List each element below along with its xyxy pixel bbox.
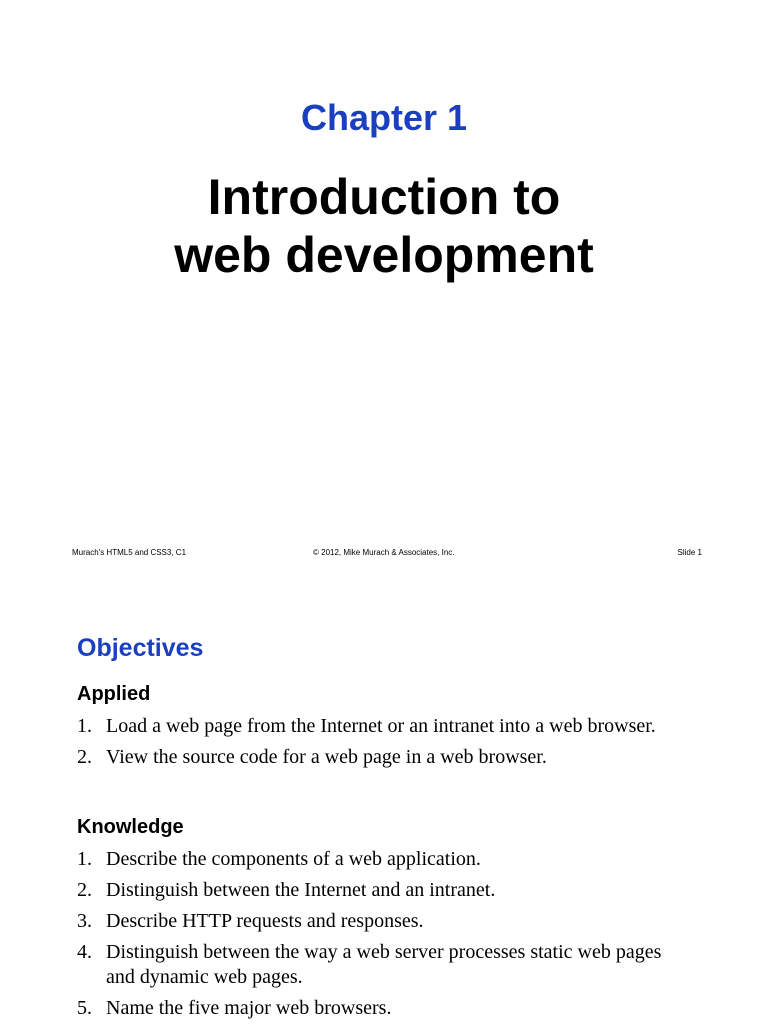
knowledge-list xyxy=(77,847,677,1027)
list-item xyxy=(77,909,677,934)
slide-footer xyxy=(72,548,702,560)
footer-copyright: © 2012, Mike Murach & Associates, Inc. xyxy=(313,548,455,557)
title-line-1: Introduction to xyxy=(207,169,561,225)
item-text: Distinguish between the way a web server processes static web pages and dynamic web pages. xyxy=(106,941,662,988)
list-item xyxy=(77,996,677,1021)
applied-list xyxy=(77,714,677,776)
list-item xyxy=(77,714,677,739)
item-text: Name the five major web browsers. xyxy=(106,997,392,1019)
applied-heading: Applied xyxy=(77,683,151,705)
list-item xyxy=(77,745,677,770)
objectives-slide xyxy=(0,576,768,1024)
item-number: 4. xyxy=(77,941,92,963)
title-line-2: web development xyxy=(174,227,594,283)
footer-course: Murach's HTML5 and CSS3, C1 xyxy=(72,548,187,557)
list-item xyxy=(77,847,677,872)
slide-title xyxy=(0,168,768,284)
item-text: Distinguish between the Internet and an intranet. xyxy=(106,879,496,901)
item-text: Describe the components of a web application. xyxy=(106,848,481,870)
item-number: 5. xyxy=(77,997,92,1019)
item-text: Describe HTTP requests and responses. xyxy=(106,910,424,932)
item-number: 2. xyxy=(77,879,92,901)
list-item xyxy=(77,940,677,990)
item-number: 1. xyxy=(77,848,92,870)
knowledge-heading: Knowledge xyxy=(77,816,184,838)
chapter-label: Chapter 1 xyxy=(300,97,468,138)
item-number: 3. xyxy=(77,910,92,932)
objectives-heading: Objectives xyxy=(77,634,204,662)
item-number: 1. xyxy=(77,715,92,737)
item-text: View the source code for a web page in a web browser. xyxy=(106,746,547,768)
list-item xyxy=(77,878,677,903)
item-text: Load a web page from the Internet or an intranet into a web browser. xyxy=(106,715,656,737)
item-number: 2. xyxy=(77,746,92,768)
footer-slide-number: Slide 1 xyxy=(677,548,702,557)
